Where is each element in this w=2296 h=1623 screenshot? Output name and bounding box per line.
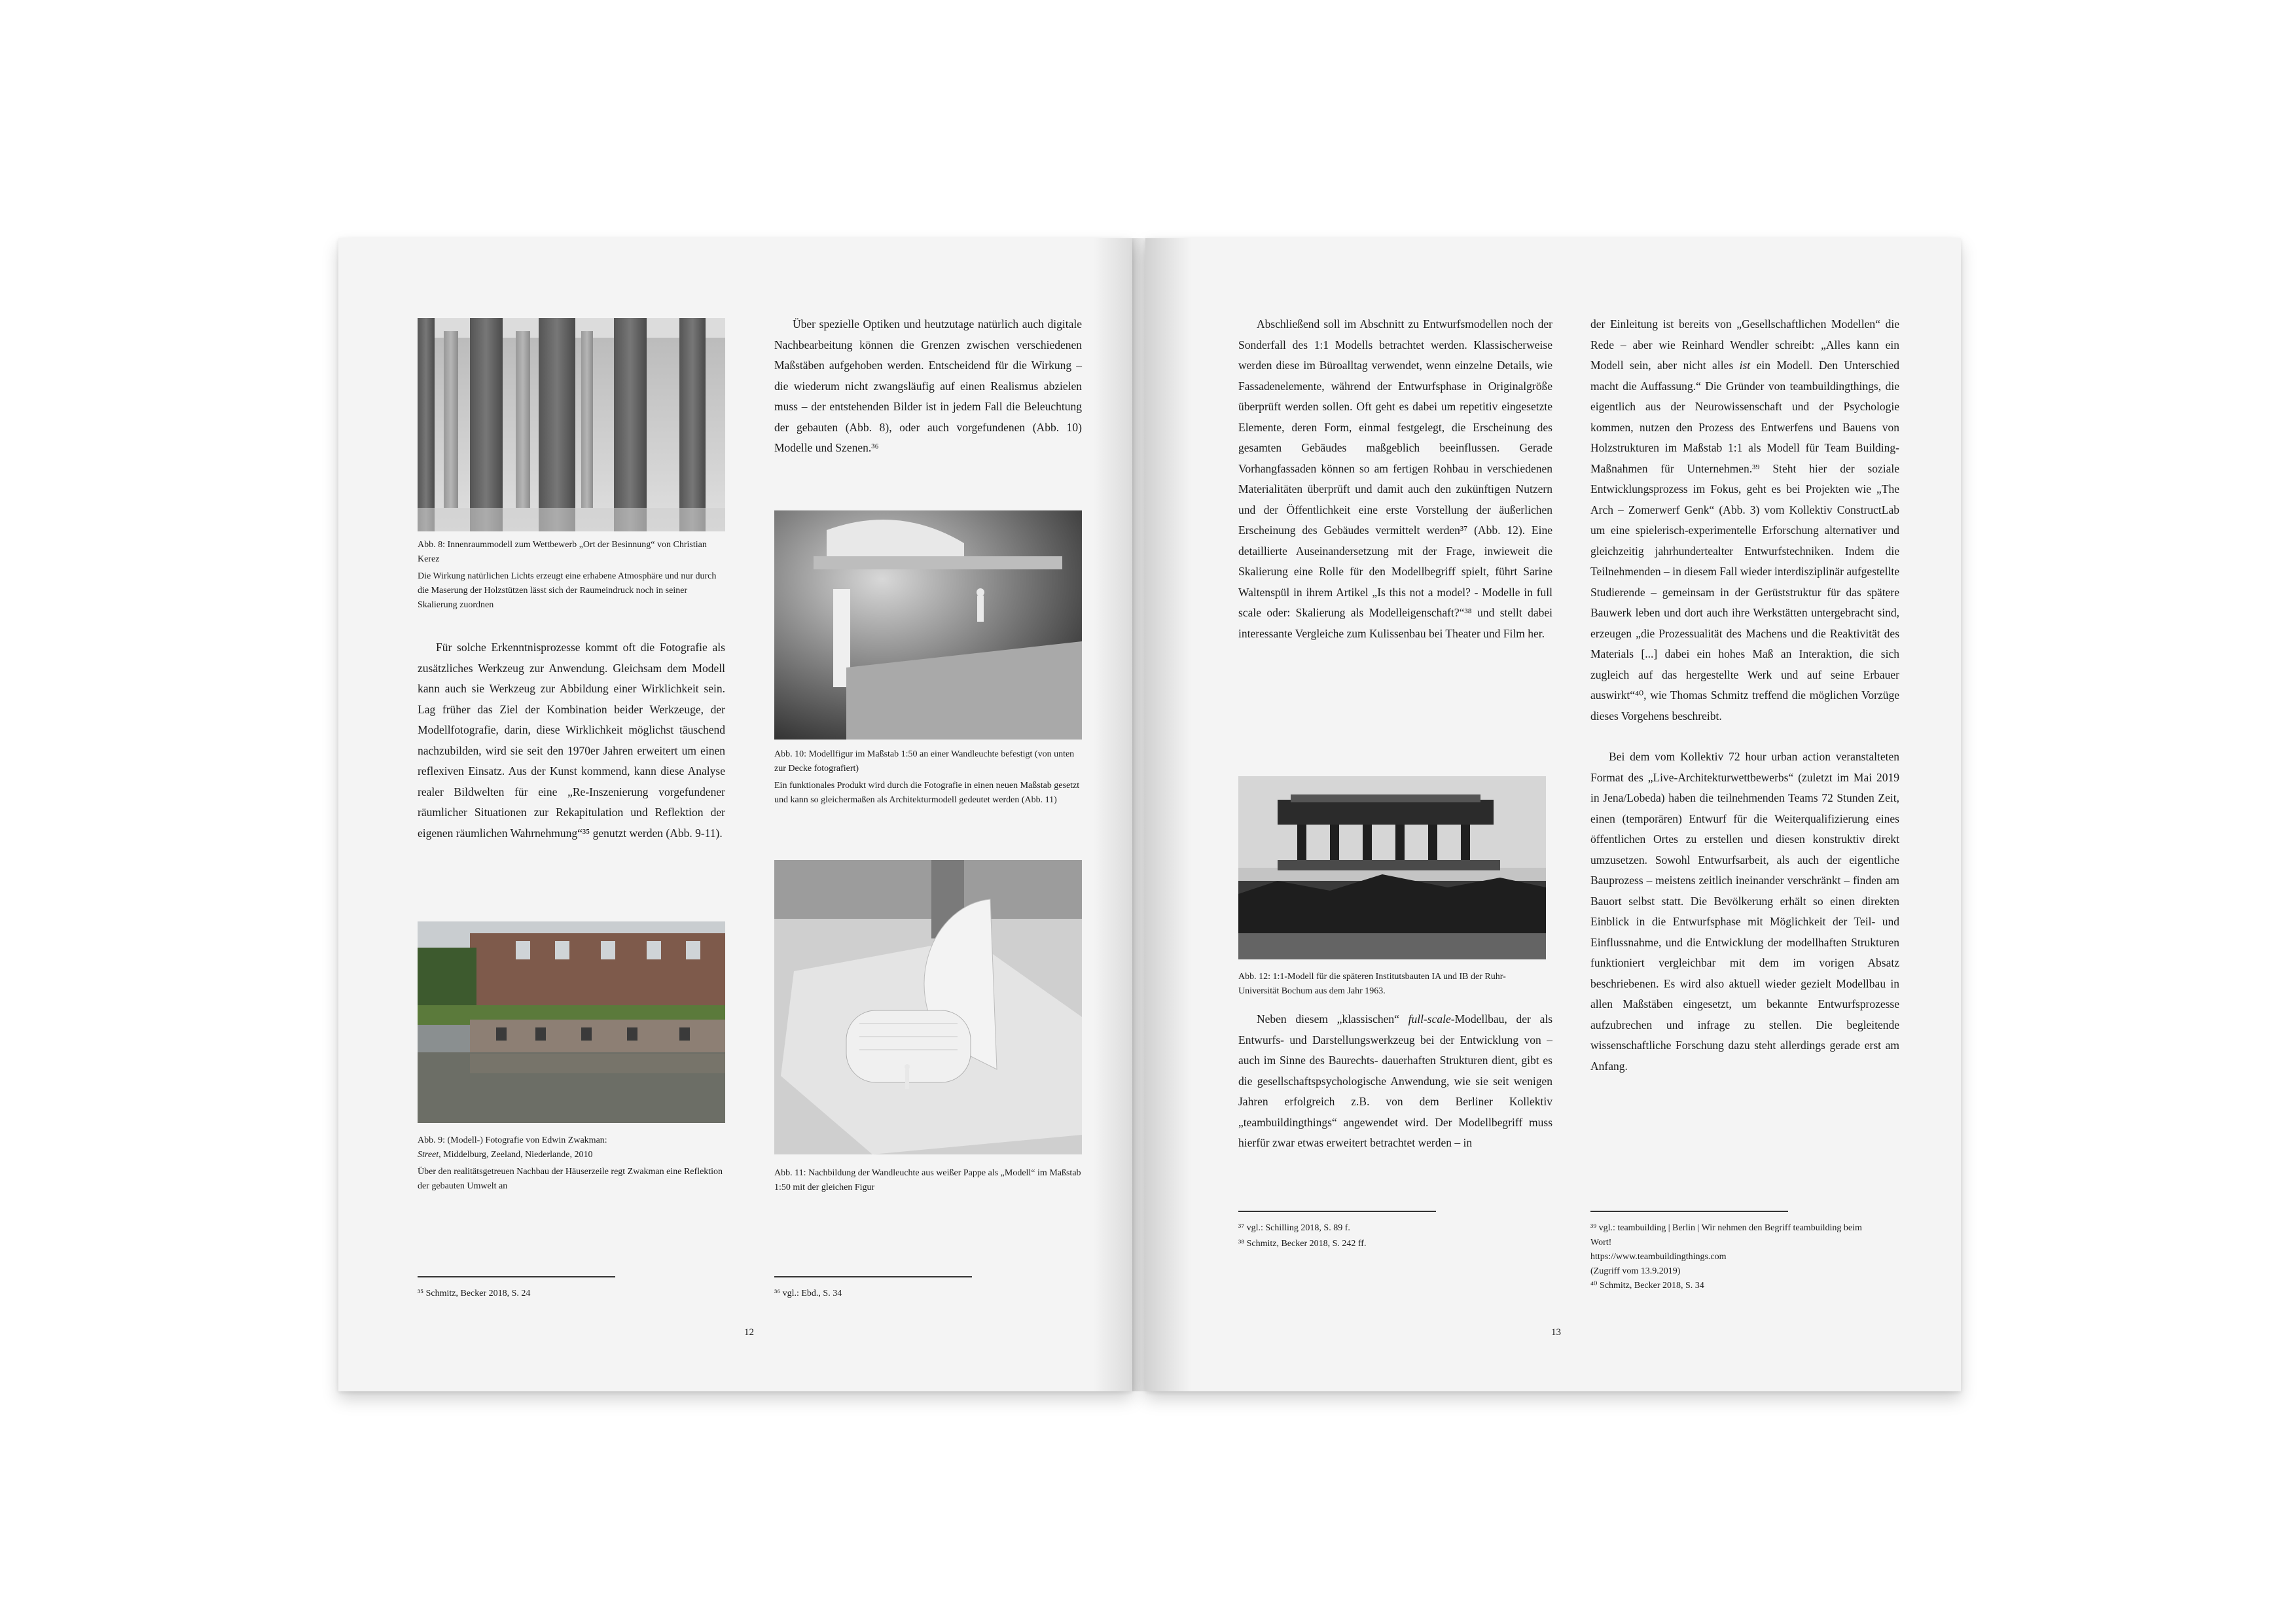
fig9-caption-italic: Street <box>418 1150 439 1160</box>
fig9-caption-rest: , Middelburg, Zeeland, Niederlande, 2010 <box>439 1150 593 1160</box>
footnote-rule-left-col1 <box>418 1276 615 1277</box>
fig9-caption-title-text: Abb. 9: (Modell-) Fotografie von Edwin Zwakman: <box>418 1135 607 1145</box>
page-number-left: 12 <box>744 1327 754 1338</box>
footnote-39-access: (Zugriff vom 13.9.2019) <box>1590 1266 1681 1276</box>
footnote-rule-left-col2 <box>774 1276 972 1277</box>
right-col2-p1-b: ein Modell. Den Unterschied macht die Auffassung.“ Die Gründer von teambuildingthings, die eigentlich aus der Neurowissenschaft und der Psychologie kommen, nutzen den Prozess des Entwerfens und Bauens von Holzstrukturen im Maßstab 1:1 als Modell für Team Building-Maßnahmen für Unternehmen.³⁹ Steht hier der soziale Entwicklungsprozess im Fokus, geht es bei Projekten wie „The Arch – Zomerwerf Genk“ (Abb. 3) vom Kollektiv ConstructLab um eine spielerisch-experimentelle Erforschung alternativer und gleichzeitig jahrhundertealter Entwurfstechniken. Indem die Teilnehmenden – in diesem Fall wieder interdisziplinär aufgestellte Studierende – gemeinsam in der Gerüststruktur für das spätere Bauwerk leben und dort auch ihre Werkstätten untergebracht sind, erzeugen „die Prozessualität des Machens und die Reaktivität des Materials [...] dabei ein hohes Maß an Interaktion, die sich zugleich auf das hergestellte Werk und auf seine Erbauer auswirkt“⁴⁰, wie Thomas Schmitz treffend die möglichen Vorzüge dieses Vorgehens beschreibt. <box>1590 359 1899 722</box>
footnote-rule-right-col2 <box>1590 1211 1788 1212</box>
footnote-35: ³⁵ Schmitz, Becker 2018, S. 24 <box>418 1289 531 1298</box>
footnote-36: ³⁶ vgl.: Ebd., S. 34 <box>774 1289 842 1298</box>
fig9-caption-title <box>418 1133 725 1162</box>
left-col2-paragraph: Über spezielle Optiken und heutzutage natürlich auch digitale Nachbearbeitung können die Grenzen zwischen verschiedenen Maßstäben aufgehoben werden. Entscheidend für die Wirkung – die wiederum nicht zwangsläufig auf einen Realismus abzielen muss – der entstehenden Bilder ist in jedem Fall die Beleuchtung der gebauten (Abb. 8), oder auch vorgefundenen (Abb. 10) Modelle und Szenen.³⁶ <box>774 317 1082 454</box>
footnote-38: ³⁸ Schmitz, Becker 2018, S. 242 ff. <box>1238 1239 1367 1249</box>
footnote-37: ³⁷ vgl.: Schilling 2018, S. 89 f. <box>1238 1223 1350 1233</box>
right-page <box>1145 238 1961 1391</box>
fig10-caption-title: Abb. 10: Modellfigur im Maßstab 1:50 an einer Wandleuchte befestigt (von unten zur Decke fotografiert) <box>774 749 1075 774</box>
right-col1-p2-after: -Modellbau, der als Entwurfs- und Darstellungswerkzeug bei der Entwicklung von – auch im Sinne des Baurechts- dauerhaften Strukturen dient, gibt es die gesellschaftspsychologische Anwendung, wie sie seit wenigen Jahren erfolgreich z.B. von dem Berliner Kollektiv „teambuildingthings“ angewendet wird. Der Modellbegriff muss hierfür zwar etwas erweitert betrachtet werden – in <box>1238 1012 1553 1149</box>
footnote-rule-right-col1 <box>1238 1211 1436 1212</box>
right-col1-paragraph1: Abschließend soll im Abschnitt zu Entwurfsmodellen noch der Sonderfall des 1:1 Modells betrachtet werden. Klassischerweise werden diese im Büroalltag verwendet, wenn einzelne Details, wie Fassadenelemente, während der Entwurfsphase in Originalgröße überprüft werden sollen. Oft geht es dabei um repetitiv eingesetzte Elemente, deren Form, einmal festgelegt, die Erscheinung des gesamten Gebäudes maßgeblich beeinflussen. Gerade Vorhangfassaden können so am fertigen Rohbau in verschiedenen Materialitäten überprüft und damit auch den zukünftigen Nutzern und der Öffentlichkeit eine erste Vorstellung der äußerlichen Erscheinung des Gebäudes vermittelt werden³⁷ (Abb. 12). Eine detaillierte Auseinandersetzung mit der Frage, inwieweit die Skalierung eine Rolle für den Modellbegriff spielt, führt Sarine Waltenspül in ihrem Artikel „Is this not a model? - Modelle in full scale oder: Skalierung als Modelleigenschaft?“³⁸ und stellt dabei interessante Vergleiche zum Kulissenbau bei Theater und Film her. <box>1238 317 1552 640</box>
fig11-image <box>774 860 1082 1154</box>
book-gutter <box>1132 238 1145 1391</box>
right-col2-paragraph2: Bei dem vom Kollektiv 72 hour urban action veranstalteten Format des „Live-Architekturwettbewerbs“ (zuletzt im Mai 2019 in Jena/Lobeda) haben die teilnehmenden Teams 72 Stunden Zeit, einen (temporären) Entwurf für die Weiterqualifizierung eines öffentlichen Ortes zu erstellen und diesen konstruktiv direkt umzusetzen. Sowohl Entwurfsarbeit, als auch der eigentliche Bauprozess – meistens zeitlich ineinander verschränkt – finden am Bauort selbst statt. Die Bevölkerung erhält so einen direkten Einblick in die Entwurfsphase mit Möglichkeit der Teil- und Einflussnahme, und die Entwicklung der modellhaften Strukturen funktioniert vergleichbar mit dem im vorigen Absatz beschriebenen. Es wird also aktuell wieder gezielt Modellbau in allen Maßstäben eingesetzt, um bekannte Entwurfsprozesse aufzubrechen und infrage zu stellen. Die begleitende wissenschaftliche Forschung dazu steht allerdings gerade erst am Anfang. <box>1590 750 1899 1073</box>
fig12-image <box>1238 776 1546 959</box>
fig9-image <box>418 921 725 1123</box>
fig9-caption-text: Über den realitätsgetreuen Nachbau der Häuserzeile regt Zwakman eine Reflektion der gebauten Umwelt an <box>418 1167 723 1191</box>
fig8-caption-text: Die Wirkung natürlichen Lichts erzeugt eine erhabene Atmosphäre und nur durch die Maserung der Holzstützen lässt sich der Raumeindruck noch in seiner Skalierung zuordnen <box>418 571 717 610</box>
footnote-39 <box>1590 1221 1872 1293</box>
right-col1-p2-italic: full-scale <box>1408 1012 1451 1026</box>
page-number-right: 13 <box>1551 1327 1561 1338</box>
fig12-caption-title: Abb. 12: 1:1-Modell für die späteren Institutsbauten IA und IB der Ruhr-Universität Bochum aus dem Jahr 1963. <box>1238 972 1506 996</box>
fig11-caption-title: Abb. 11: Nachbildung der Wandleuchte aus weißer Pappe als „Modell“ im Maßstab 1:50 mit der gleichen Figur <box>774 1168 1081 1192</box>
right-col2-paragraph1 <box>1590 314 1899 726</box>
footnote-39-url: https://www.teambuildingthings.com <box>1590 1252 1727 1262</box>
right-col2-p1-a: der Einleitung ist bereits von „Gesellschaftlichen Modellen“ die Rede – aber wie Reinhard Wendler schreibt: „Alles kann ein Modell sein, aber nicht alles <box>1590 317 1899 372</box>
left-page <box>338 238 1132 1391</box>
fig8-image <box>418 318 725 531</box>
fig10-image <box>774 510 1082 740</box>
fig10-caption-text: Ein funktionales Produkt wird durch die Fotografie in einen neuen Maßstab gesetzt und kann so gleichermaßen als Architekturmodell gedeutet werden (Abb. 11) <box>774 781 1080 805</box>
left-col1-paragraph: Für solche Erkenntnisprozesse kommt oft die Fotografie als zusätzliches Werkzeug zur Anwendung. Gleichsam dem Modell kann auch sie Werkzeug zur Abbildung einer Wirklichkeit sein. Lag früher das Ziel der Kombination beider Werkzeuge, der Modellfotografie, darin, diese Wirklichkeit möglichst täuschend nachzubilden, wird sie seit den 1970er Jahren erweitert um einen reflexiven Einsatz. Aus der Kunst kommend, kann diese Analyse realer Bildwelten für eine „Re-Inszenierung vorgefundener räumlicher Situationen zur Rekapitulation und Reflektion der eigenen räumlichen Wahrnehmung“³⁵ genutzt werden (Abb. 9-11). <box>418 641 725 840</box>
right-col1-p2-before: Neben diesem „klassischen“ <box>1257 1012 1408 1026</box>
footnote-40: ⁴⁰ Schmitz, Becker 2018, S. 34 <box>1590 1281 1704 1291</box>
right-col2-p1-italic: ist <box>1739 359 1751 372</box>
footnote-39-text: ³⁹ vgl.: teambuilding | Berlin | Wir nehmen den Begriff teambuilding beim Wort! <box>1590 1223 1862 1247</box>
right-col1-paragraph2 <box>1238 1009 1552 1154</box>
fig8-caption-title: Abb. 8: Innenraummodell zum Wettbewerb „Ort der Besinnung“ von Christian Kerez <box>418 540 707 564</box>
